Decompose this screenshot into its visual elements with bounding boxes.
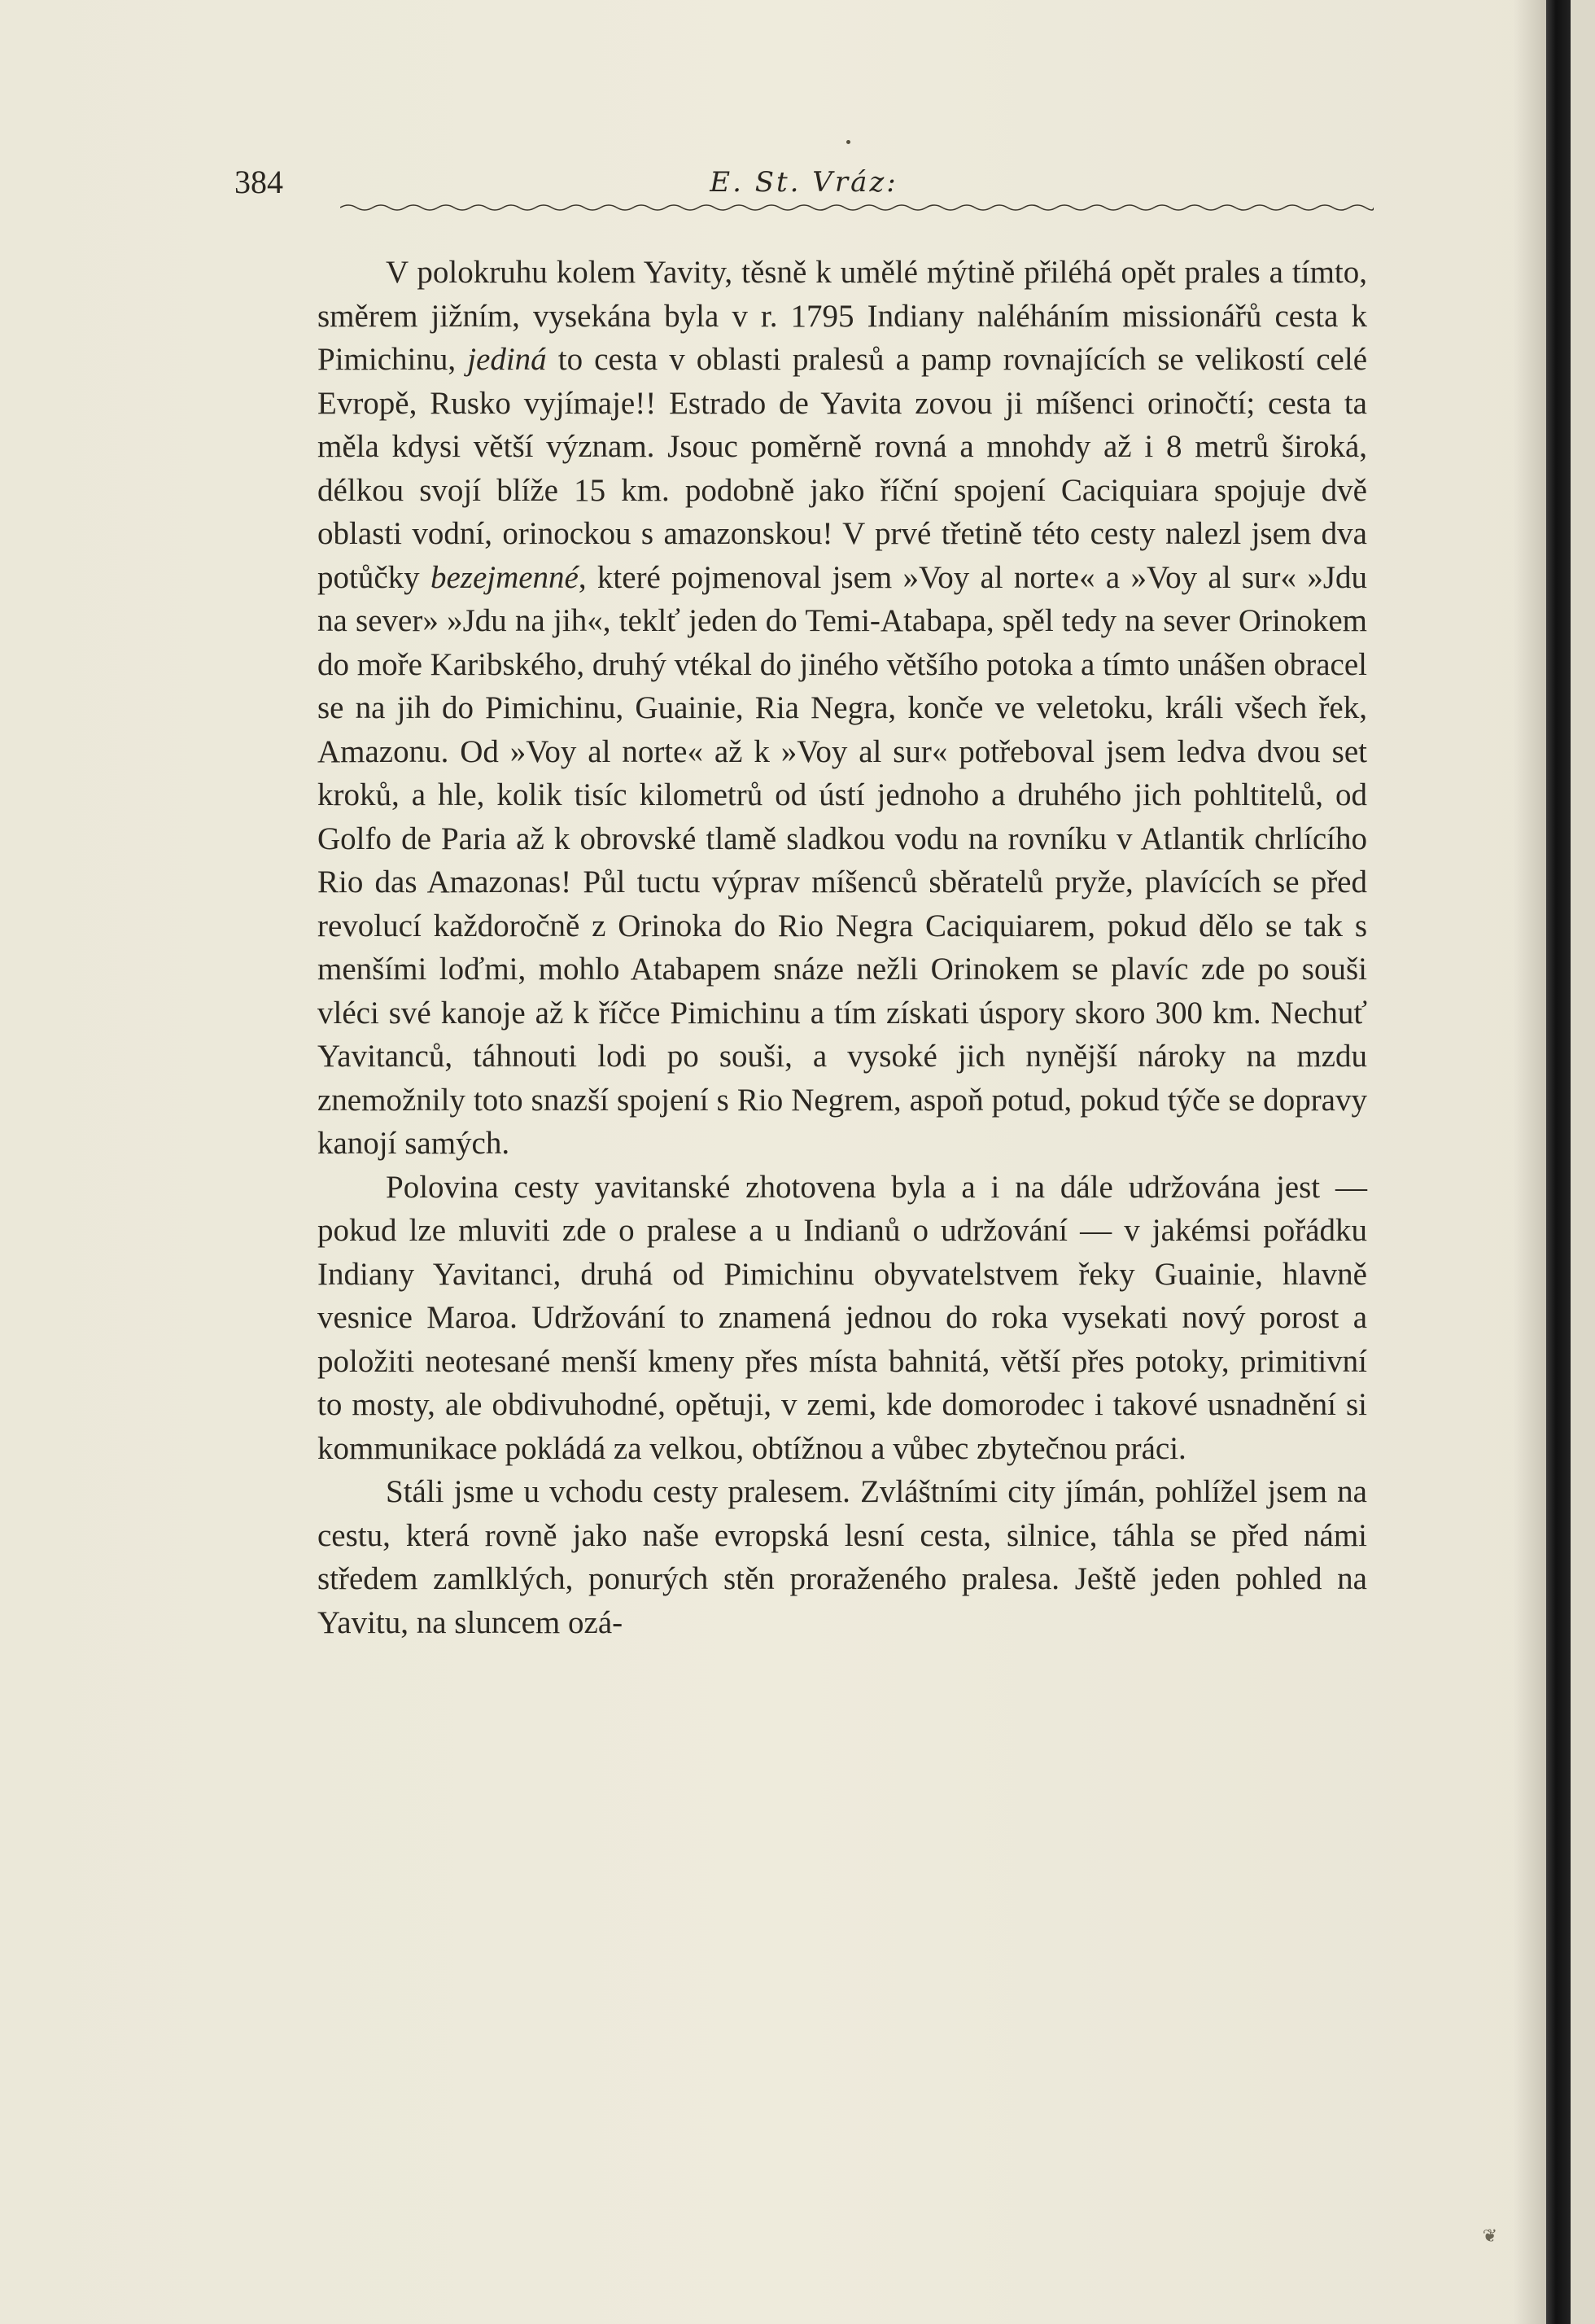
- body-text: [317, 251, 1367, 1644]
- paragraph-3: Stáli jsme u vchodu cesty pralesem. Zvláštními city jímán, pohlížel jsem na cestu, která rovně jako naše evropská lesní cesta, silnice, táhla se před námi středem zamlklých, ponurých stěn proraženého pralesa. Ještě jeden pohled na Yavitu, na sluncem ozá-: [317, 1474, 1367, 1640]
- book-spine: [1546, 0, 1571, 2324]
- wavy-header-rule: [340, 202, 1374, 213]
- paragraph-1-part-b: to cesta v oblasti pralesů a pamp rovnajících se velikostí celé Evropě, Rusko vyjímaje!! Estrado de Yavita zovou ji míšenci orinočtí; cesta ta měla kdysi větší význam. Jsouc poměrně rovná a mnohdy až i 8 metrů široká, délkou svojí blíže 15 km. podobně jako říční spojení Caciquiara spojuje dvě oblasti vodní, orinockou s amazonskou! V prvé třetině této cesty nalezl jsem dva potůčky: [317, 342, 1367, 595]
- paragraph-1: [317, 251, 1367, 1166]
- emphasis-jedina: jediná: [467, 342, 547, 377]
- paragraph-2: Polovina cesty yavitanské zhotovena byla a i na dále udržována jest — pokud lze mluviti zde o pralese a u Indianů o udržování — v jakémsi pořádku Indiany Yavitanci, druhá od Pimichinu obyvatelstvem řeky Guainie, hlavně vesnice Maroa. Udržování to znamená jednou do roka vysekati nový porost a položiti neotesané menší kmeny přes místa bahnitá, větší přes potoky, primitivní to mosty, ale obdivuhodné, opětuji, v zemi, kde domorodec i takové usnadnění si kommunikace pokládá za velkou, obtížnou a vůbec zbytečnou práci.: [317, 1169, 1367, 1466]
- running-head: E. St. Vráz:: [710, 166, 898, 199]
- page-number: 384: [234, 164, 283, 200]
- paragraph-1-part-c: , které pojmenoval jsem »Voy al norte« a »Voy al sur« »Jdu na sever» »Jdu na jih«, teklť jeden do Temi-Atabapa, spěl tedy na sever Orinokem do moře Karibského, druhý vtékal do jiného většího potoka a tímto unášen obracel se na jih do Pimichinu, Guainie, Ria Negra, konče ve veletoku, králi všech řek, Amazonu. Od »Voy al norte« až k »Voy al sur« potřeboval jsem ledva dvou set kroků, a hle, kolik tisíc kilometrů od ústí jednoho a druhého jich pohltitelů, od Golfo de Paria až k obrovské tlamě sladkou vodu na rovníku v Atlantik chrlícího Rio das Amazonas! Půl tuctu výprav míšenců sběratelů pryže, plavících se před revolucí každoročně z Orinoka do Rio Negra Caciquiarem, pokud dělo se tak s menšími loďmi, mohlo Atabapem snáze nežli Orinokem se plavíc zde po souši vléci své kanoje až k říčce Pimichinu a tím získati úspory skoro 300 km. Nechuť Yavitanců, táhnouti lodi po souši, a vysoké jich nynější nároky na mzdu znemožnily toto snazší spojení s Rio Negrem, aspoň potud, pokud týče se dopravy kanojí samých.: [317, 559, 1367, 1161]
- ink-speck: [846, 140, 850, 144]
- gutter-shadow: [1514, 0, 1546, 2324]
- paragraph-1-part-a: V polokruhu kolem Yavity, těsně k umělé mýtině přiléhá opět prales a tímto, směrem jižním, vysekána byla v r. 1795 Indiany naléháním missionářů cesta k Pimichinu,: [317, 255, 1367, 377]
- emphasis-bezejmenne: bezejmenné: [430, 559, 579, 595]
- page-header: [234, 163, 1374, 220]
- page-mark-glyph: ❦: [1482, 2226, 1497, 2247]
